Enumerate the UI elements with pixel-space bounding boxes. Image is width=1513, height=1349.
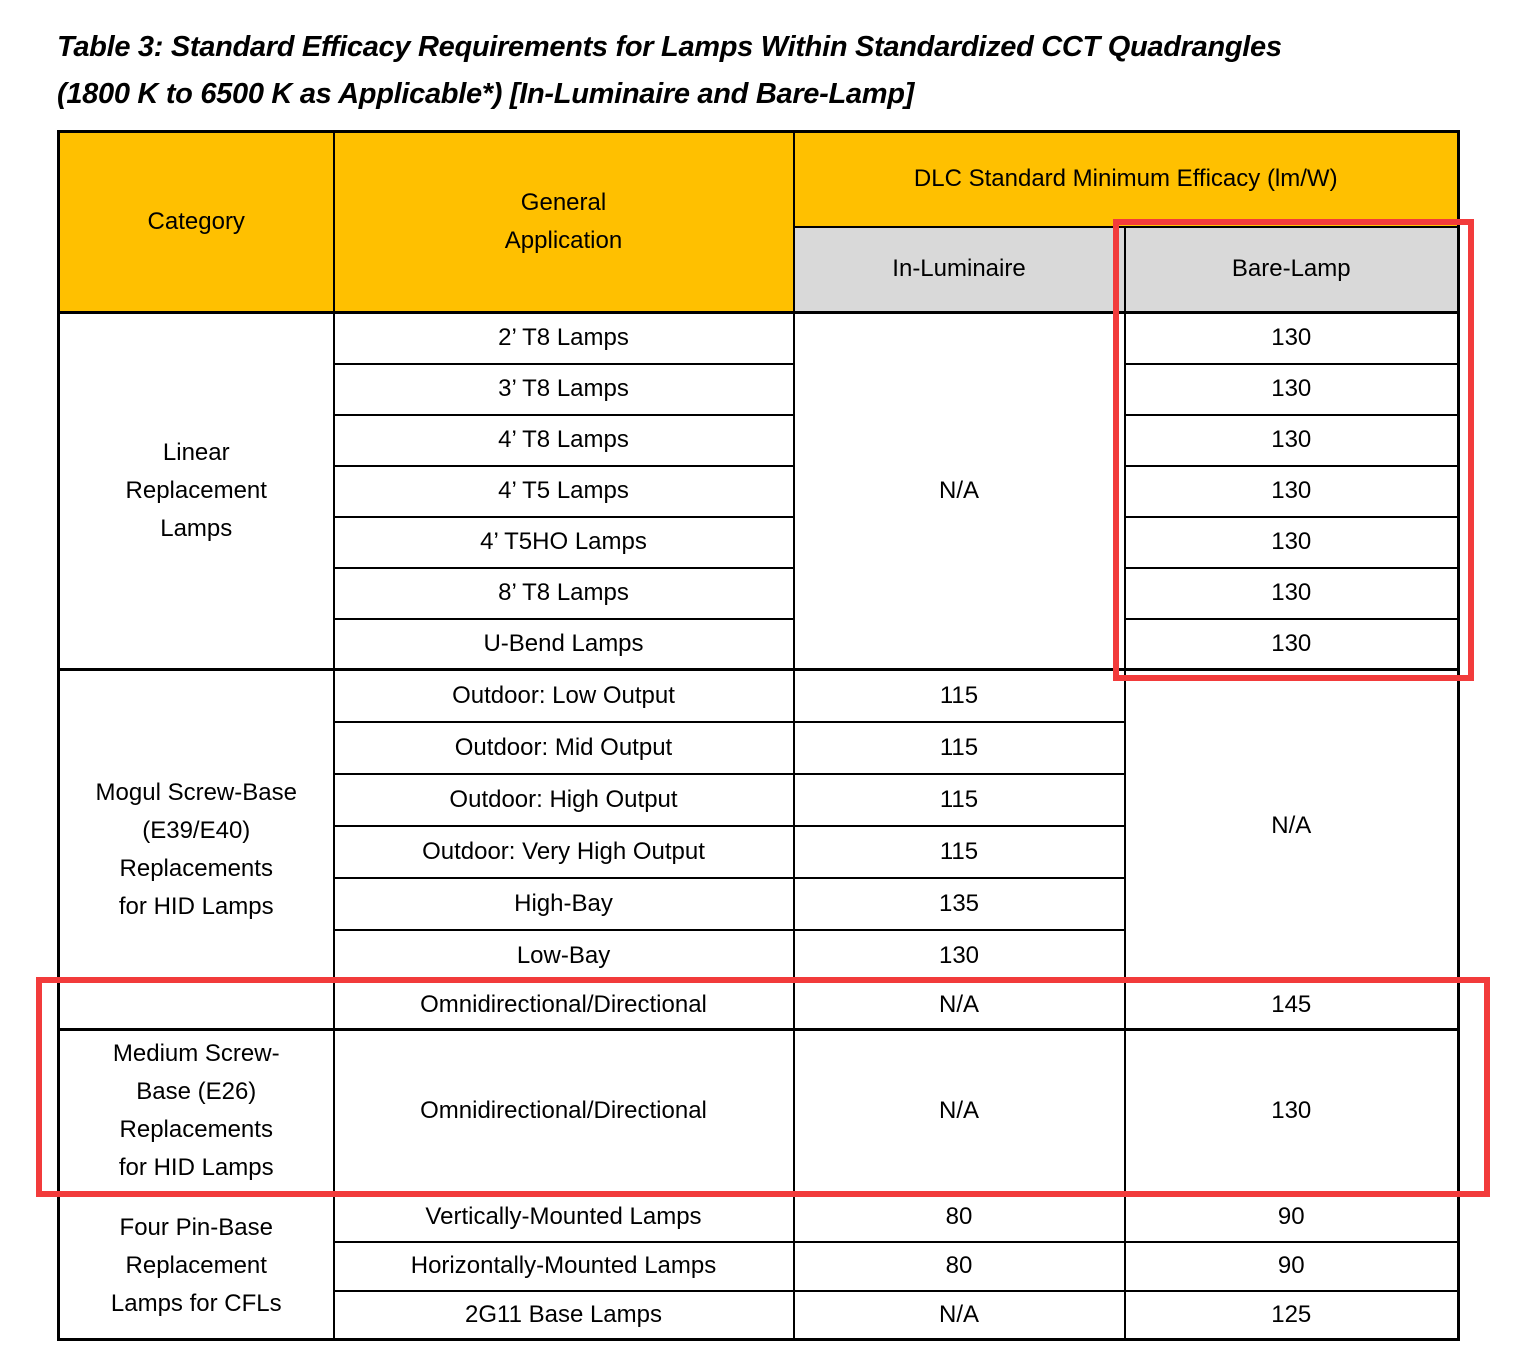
bare-lamp-cell: 125 [1125,1291,1459,1340]
in-luminaire-cell: 115 [794,774,1125,826]
in-luminaire-cell: N/A [794,1030,1125,1193]
application-cell: High-Bay [334,878,794,930]
table-row [59,670,1459,722]
category-cell-linear: Linear Replacement Lamps [59,313,334,670]
table-title-line1: Table 3: Standard Efficacy Requirements for Lamps Within Standardized CCT Quadrangles [57,31,1282,63]
in-luminaire-cell: 135 [794,878,1125,930]
table-row [59,1193,1459,1242]
category-cell-mogul: Mogul Screw-Base (E39/E40) Replacements for HID Lamps [59,670,334,1030]
application-cell: Omnidirectional/Directional [334,1030,794,1193]
application-cell: Vertically-Mounted Lamps [334,1193,794,1242]
header-general-application-line2: Application [504,227,623,254]
bare-lamp-cell: 145 [1125,982,1459,1030]
bare-lamp-cell: 130 [1125,1030,1459,1193]
application-cell: 8’ T8 Lamps [334,568,794,619]
in-luminaire-cell: 115 [794,826,1125,878]
header-general-application [334,132,794,313]
in-luminaire-cell: 115 [794,722,1125,774]
application-cell: Omnidirectional/Directional [334,982,794,1030]
bare-lamp-cell: 130 [1125,517,1459,568]
application-cell: Horizontally-Mounted Lamps [334,1242,794,1291]
table-title [57,24,1477,118]
bare-lamp-cell: 130 [1125,466,1459,517]
efficacy-table [57,130,1460,1341]
bare-lamp-cell: 130 [1125,364,1459,415]
bare-lamp-cell: 130 [1125,313,1459,364]
application-cell: 4’ T8 Lamps [334,415,794,466]
header-bare-lamp: Bare-Lamp [1125,227,1459,313]
application-cell: Outdoor: Very High Output [334,826,794,878]
bare-lamp-cell: 90 [1125,1193,1459,1242]
in-luminaire-cell: 115 [794,670,1125,722]
header-efficacy-group: DLC Standard Minimum Efficacy (lm/W) [794,132,1459,227]
application-cell: Outdoor: Mid Output [334,722,794,774]
in-luminaire-cell: 130 [794,930,1125,982]
category-cell-four-pin: Four Pin-Base Replacement Lamps for CFLs [59,1193,334,1340]
bare-lamp-merged-cell: N/A [1125,670,1459,982]
in-luminaire-cell: 80 [794,1193,1125,1242]
application-cell: Low-Bay [334,930,794,982]
category-cell-medium: Medium Screw- Base (E26) Replacements for HID Lamps [59,1030,334,1193]
header-in-luminaire: In-Luminaire [794,227,1125,313]
application-cell: 2’ T8 Lamps [334,313,794,364]
application-cell: 3’ T8 Lamps [334,364,794,415]
in-luminaire-cell: 80 [794,1242,1125,1291]
bare-lamp-cell: 90 [1125,1242,1459,1291]
application-cell: 2G11 Base Lamps [334,1291,794,1340]
header-category: Category [59,132,334,313]
application-cell: Outdoor: Low Output [334,670,794,722]
header-general-application-line1: General [520,189,607,216]
in-luminaire-cell: N/A [794,1291,1125,1340]
application-cell: 4’ T5HO Lamps [334,517,794,568]
table-row [59,313,1459,364]
in-luminaire-cell: N/A [794,982,1125,1030]
bare-lamp-cell: 130 [1125,415,1459,466]
application-cell: 4’ T5 Lamps [334,466,794,517]
application-cell: U-Bend Lamps [334,619,794,670]
table-row-medium-screw-base [59,1030,1459,1193]
in-luminaire-merged-cell: N/A [794,313,1125,670]
application-cell: Outdoor: High Output [334,774,794,826]
table-title-line2: (1800 K to 6500 K as Applicable*) [In-Luminaire and Bare-Lamp] [57,78,914,110]
bare-lamp-cell: 130 [1125,568,1459,619]
bare-lamp-cell: 130 [1125,619,1459,670]
